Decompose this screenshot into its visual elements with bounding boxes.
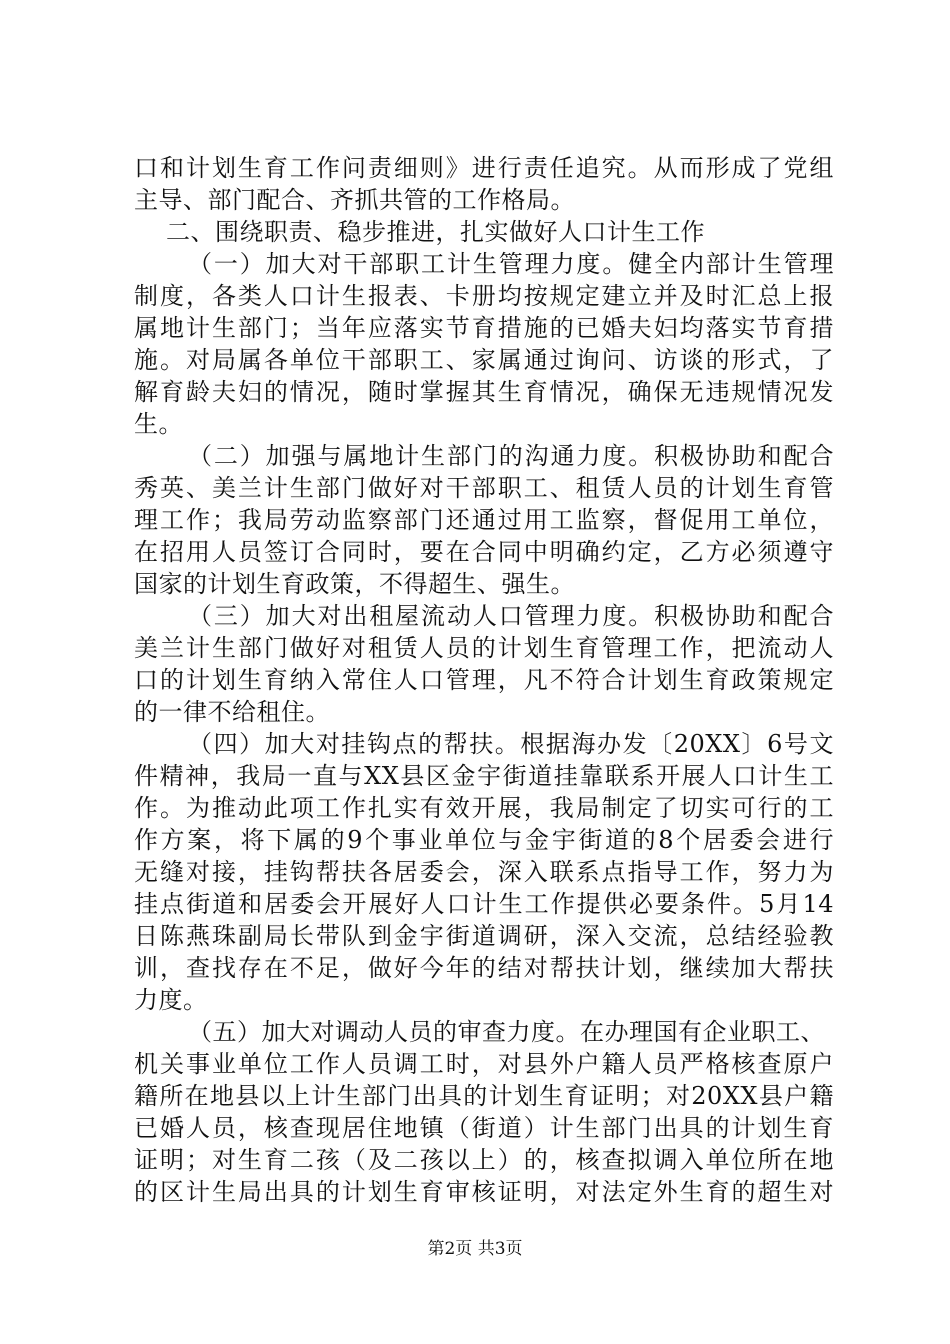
text-line: 的一律不给租住。 [134,698,330,726]
text-line: 已婚人员，核查现居住地镇（街道）计生部门出具的计划生育 [134,1114,834,1142]
text-line: 日陈燕珠副局长带队到金宇街道调研，深入交流，总结经验教 [134,922,834,950]
text-line: （四）加大对挂钩点的帮扶。根据海办发〔20XX〕6号文 [188,730,834,758]
text-line: 理工作；我局劳动监察部门还通过用工监察，督促用工单位， [134,506,834,534]
text-line: 力度。 [134,986,208,1014]
text-line: 口的计划生育纳入常住人口管理，凡不符合计划生育政策规定 [134,666,834,694]
text-line: 机关事业单位工作人员调工时，对县外户籍人员严格核查原户 [134,1050,834,1078]
text-line: （五）加大对调动人员的审查力度。在办理国有企业职工、 [188,1018,825,1046]
text-line: 二、围绕职责、稳步推进，扎实做好人口计生工作 [166,218,705,246]
text-line: 生。 [134,410,183,438]
text-line: （三）加大对出租屋流动人口管理力度。积极协助和配合 [188,602,834,630]
text-line: 作。为推动此项工作扎实有效开展，我局制定了切实可行的工 [134,794,834,822]
text-line: 口和计划生育工作问责细则》进行责任追究。从而形成了党组 [134,154,834,182]
document-body [134,152,834,1208]
text-line: 解育龄夫妇的情况，随时掌握其生育情况，确保无违规情况发 [134,378,834,406]
text-line: 制度，各类人口计生报表、卡册均按规定建立并及时汇总上报 [134,282,834,310]
text-line: 无缝对接，挂钩帮扶各居委会，深入联系点指导工作，努力为 [134,858,834,886]
text-line: 作方案，将下属的9个事业单位与金宇街道的8个居委会进行 [134,826,834,854]
text-line: 属地计生部门；当年应落实节育措施的已婚夫妇均落实节育措 [134,314,834,342]
text-line: 的区计生局出具的计划生育审核证明，对法定外生育的超生对 [134,1178,834,1206]
text-line: 挂点街道和居委会开展好人口计生工作提供必要条件。5月14 [134,890,834,918]
text-line: （二）加强与属地计生部门的沟通力度。积极协助和配合 [188,442,834,470]
text-line: 证明；对生育二孩（及二孩以上）的，核查拟调入单位所在地 [134,1146,834,1174]
text-line: 训，查找存在不足，做好今年的结对帮扶计划，继续加大帮扶 [134,954,834,982]
text-line: 施。对局属各单位干部职工、家属通过询问、访谈的形式，了 [134,346,834,374]
text-line: （一）加大对干部职工计生管理力度。健全内部计生管理 [188,250,834,278]
text-line: 主导、部门配合、齐抓共管的工作格局。 [134,186,575,214]
text-line: 美兰计生部门做好对租赁人员的计划生育管理工作，把流动人 [134,634,834,662]
text-line: 件精神，我局一直与XX县区金宇街道挂靠联系开展人口计生工 [134,762,834,790]
text-line: 籍所在地县以上计生部门出具的计划生育证明；对20XX县户籍 [134,1082,834,1110]
text-line: 在招用人员签订合同时，要在合同中明确约定，乙方必须遵守 [134,538,834,566]
page-footer: 第2页 共3页 [427,1239,523,1259]
text-line: 国家的计划生育政策，不得超生、强生。 [134,570,575,598]
text-line: 秀英、美兰计生部门做好对干部职工、租赁人员的计划生育管 [134,474,834,502]
